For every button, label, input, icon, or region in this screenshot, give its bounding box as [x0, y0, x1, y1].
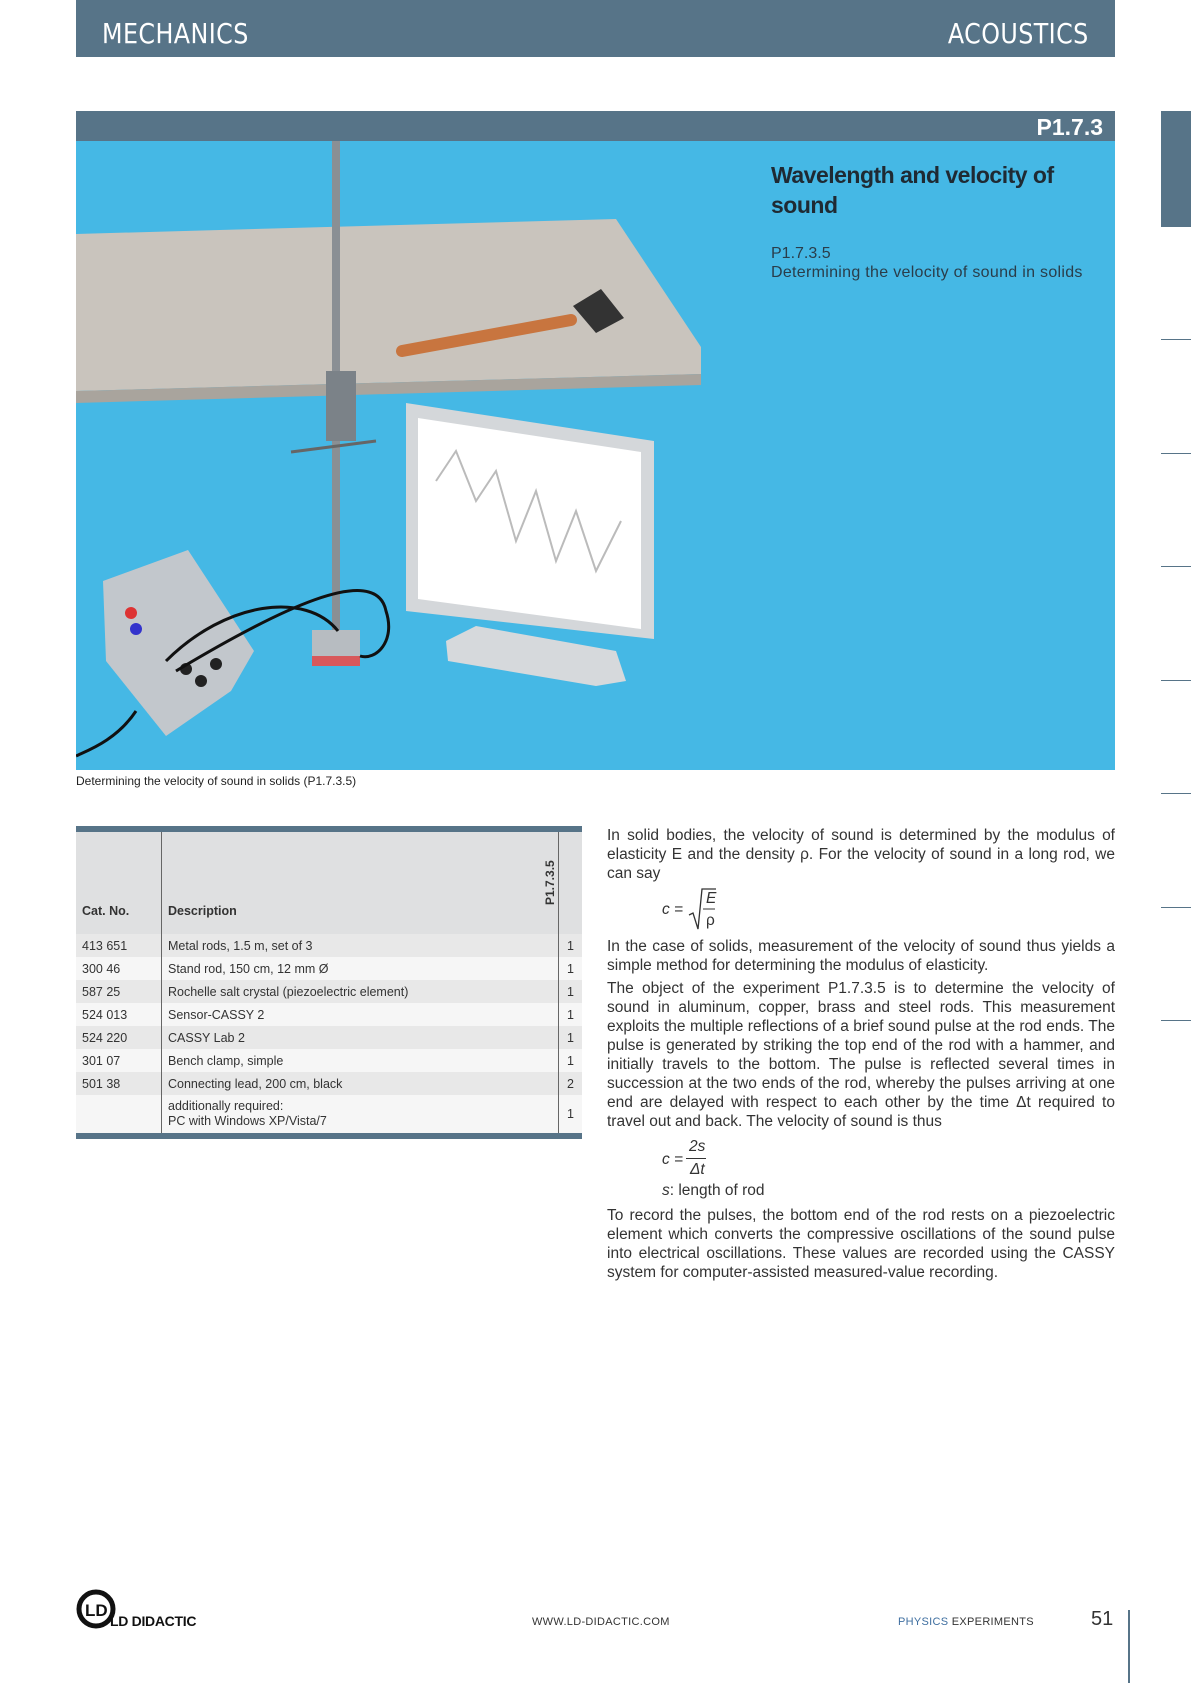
chapter-tab-divider: [1161, 680, 1191, 681]
table-bottom-rule: [76, 1133, 582, 1139]
equipment-table: [76, 826, 582, 1139]
brand-name: LD DIDACTIC: [110, 1613, 197, 1629]
footer-divider: [1128, 1610, 1130, 1683]
table-row: 524 220 CASSY Lab 2 1: [76, 1026, 582, 1049]
formula-fraction: c = 2s Δt: [662, 1138, 706, 1178]
table-row-extra: additionally required: PC with Windows XP/Vista/7 1: [76, 1095, 582, 1133]
chapter-tab-divider: [1161, 453, 1191, 454]
page-number: 51: [1091, 1608, 1114, 1630]
table-row: 413 651 Metal rods, 1.5 m, set of 3 1: [76, 934, 582, 957]
bench-clamp: [326, 371, 356, 441]
experiment-code-bar: [76, 111, 1115, 141]
chapter-tab-divider: [1161, 339, 1191, 340]
table-row: 524 013 Sensor-CASSY 2 1: [76, 1003, 582, 1026]
monitor-screen: [418, 418, 641, 629]
header-description: Description: [162, 832, 559, 934]
paragraph: In solid bodies, the velocity of sound is determined by the modulus of elasticity E and the density ρ. For the velocity of sound in a long rod, we can say: [607, 827, 1115, 882]
footer-series: PHYSICS EXPERIMENTS: [898, 1616, 1034, 1628]
experiment-subcode: P1.7.3.5: [771, 245, 831, 262]
photo-caption: Determining the velocity of sound in solids (P1.7.3.5): [76, 774, 357, 788]
chapter-tab-divider: [1161, 793, 1191, 794]
paragraph: The object of the experiment P1.7.3.5 is to determine the velocity of sound in aluminum, copper, brass and steel rods. This measurement exploits the multiple reflections of a brief sound pulse at the rod ends. The pulse is generated by striking the top end of the rod with a hammer, and initially travels to the bottom. The pulse is reflected several times in succession at the two ends of the rod, whereby the pulses arriving at one end are delayed with respect to each other by the time Δt required to travel out and back. The velocity of sound is thus: [607, 980, 1115, 1130]
monitor-stand: [446, 626, 626, 686]
paragraph: In the case of solids, measurement of the velocity of sound thus yields a simple method for determining the modulus of elasticity.: [607, 938, 1115, 974]
chapter-tab-active: [1161, 111, 1191, 227]
experiment-subtitle: Determining the velocity of sound in solids: [771, 264, 1083, 281]
chapter-tab-divider: [1161, 907, 1191, 908]
header-experiment: [559, 832, 583, 934]
section-header-bar: [76, 0, 1115, 57]
body-text: [607, 826, 1115, 1286]
header-cat-no: Cat. No.: [76, 832, 162, 934]
formula-note: s: length of rod: [662, 1182, 765, 1199]
svg-text:LD: LD: [85, 1601, 108, 1620]
section-left-title: MECHANICS: [102, 17, 249, 50]
table-row: 301 07 Bench clamp, simple 1: [76, 1049, 582, 1072]
chapter-tab-divider: [1161, 566, 1191, 567]
table-row: 501 38 Connecting lead, 200 cm, black 2: [76, 1072, 582, 1095]
experiment-code: P1.7.3: [1036, 114, 1103, 140]
experiment-photo: [76, 141, 1115, 770]
sensor-crystal: [312, 656, 360, 666]
table-row: 587 25 Rochelle salt crystal (piezoelectric element) 1: [76, 980, 582, 1003]
section-right-title: ACOUSTICS: [948, 17, 1089, 50]
website-url: WWW.LD-DIDACTIC.COM: [532, 1616, 670, 1628]
paragraph: To record the pulses, the bottom end of the rod rests on a piezoelectric element which converts the compressive oscillations of the sound pulse into electrical oscillations. These values are recorded using the CASSY system for computer-assisted measured-value recording.: [607, 1207, 1115, 1281]
experiment-title: Wavelength and velocity of sound: [771, 162, 1054, 218]
formula-sqrt: c = E ρ: [662, 890, 717, 929]
sensor-base: [312, 630, 360, 660]
chapter-tab-divider: [1161, 1020, 1191, 1021]
sensor-cassy: [103, 550, 254, 736]
table-row: 300 46 Stand rod, 150 cm, 12 mm Ø 1: [76, 957, 582, 980]
